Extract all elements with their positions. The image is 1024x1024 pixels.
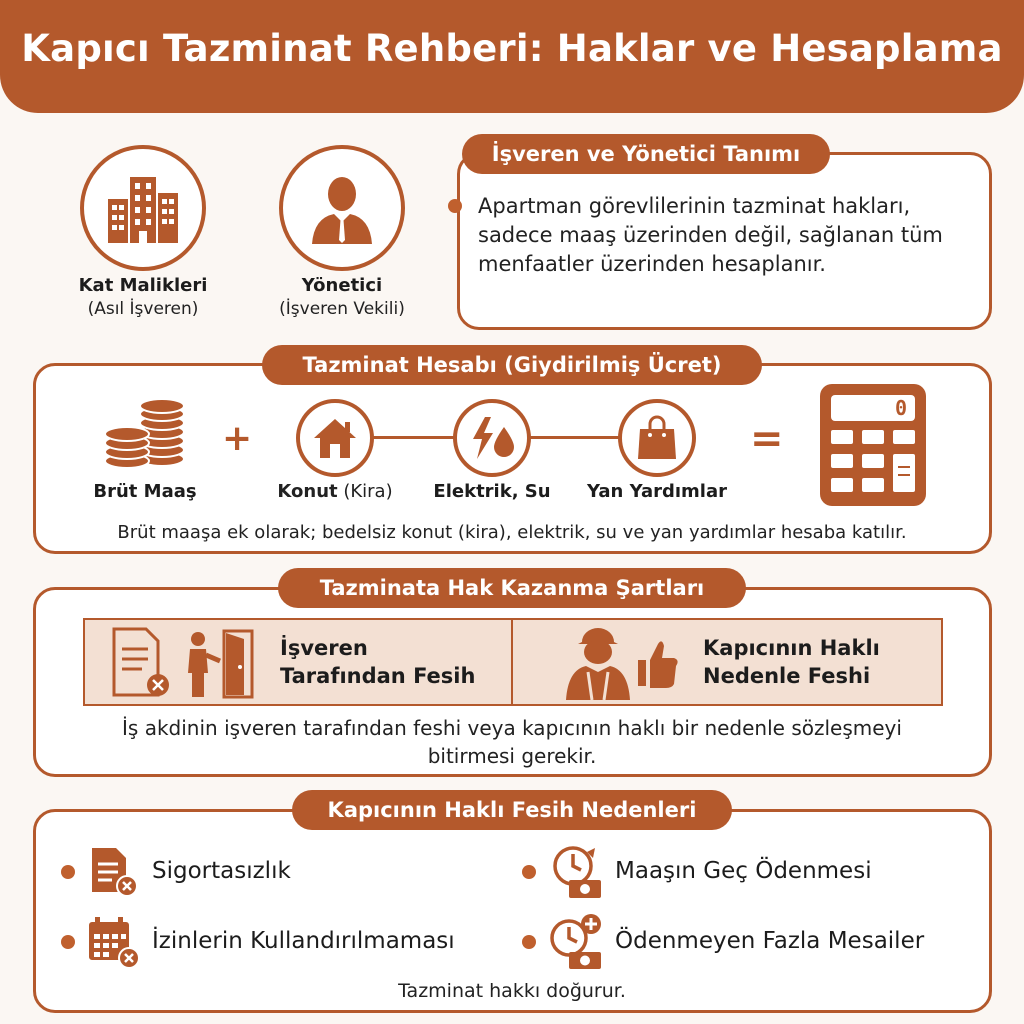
calc-item-label: Yan Yardımlar: [586, 481, 728, 502]
late-payment-icon: [547, 844, 603, 900]
bullet: [61, 935, 75, 949]
condition-line: İşveren: [280, 636, 368, 660]
calendar-x-icon: [86, 914, 142, 970]
plus-sign: +: [222, 418, 253, 459]
page-title: Kapıcı Tazminat Rehberi: Haklar ve Hesaplama: [21, 27, 1003, 70]
coins-icon: [102, 397, 188, 473]
conditions-note-line1: İş akdinin işveren tarafından feshi veya kapıcının haklı bir nedenle sözleşmeyi: [122, 716, 902, 740]
electricity-water-icon: [453, 399, 531, 477]
panel-divider: [511, 618, 513, 706]
section-pill: Tazminat Hesabı (Giydirilmiş Ücret): [262, 345, 762, 385]
role-subtitle: (İşveren Vekili): [279, 299, 405, 319]
house-icon: [296, 399, 374, 477]
reason-label: Sigortasızlık: [152, 858, 291, 884]
bullet: [522, 865, 536, 879]
manager-icon: [279, 145, 405, 271]
section-pill: Tazminata Hak Kazanma Şartları: [278, 568, 746, 608]
calc-item-label: Brüt Maaş: [93, 481, 197, 502]
calc-item-label-bold: Konut: [277, 481, 338, 502]
condition-line: Kapıcının Haklı: [703, 636, 880, 660]
worker-thumbs-up-icon: [562, 620, 682, 702]
calculator-display: 0: [831, 395, 915, 421]
shopping-bag-icon: [618, 399, 696, 477]
calculator-icon: [820, 384, 926, 506]
reason-label: Maaşın Geç Ödenmesi: [615, 858, 872, 884]
conditions-note-line2: bitirmesi gerekir.: [427, 744, 597, 768]
calc-item-label-rest: (Kira): [337, 481, 393, 502]
bullet: [522, 935, 536, 949]
reason-label: İzinlerin Kullandırılmaması: [152, 928, 455, 954]
condition-line: Tarafından Fesih: [280, 664, 476, 688]
calc-item-label: Elektrik, Su: [433, 481, 551, 502]
bullet: [448, 199, 462, 213]
calc-item-label: [255, 481, 415, 502]
buildings-icon: [80, 145, 206, 271]
bullet: [61, 865, 75, 879]
employer-description: Apartman görevlilerinin tazminat hakları, sadece maaş üzerinden değil, sağlanan tüm menfaatler üzerinden hesaplanır.: [478, 194, 943, 276]
calculation-note: Brüt maaşa ek olarak; bedelsiz konut (kira), elektrik, su ve yan yardımlar hesaba katılır.: [117, 522, 907, 543]
section-pill: Kapıcının Haklı Fesih Nedenleri: [292, 790, 732, 830]
role-title: Yönetici: [301, 275, 383, 296]
condition-line: Nedenle Feshi: [703, 664, 871, 688]
section-pill: İşveren ve Yönetici Tanımı: [462, 134, 830, 174]
equals-sign: =: [750, 416, 784, 462]
role-title: Kat Malikleri: [78, 275, 208, 296]
document-x-icon: [88, 846, 140, 898]
reasons-footer: Tazminat hakkı doğurur.: [398, 980, 626, 1002]
role-subtitle: (Asıl İşveren): [87, 299, 199, 319]
overtime-icon: [547, 912, 605, 970]
reason-label: Ödenmeyen Fazla Mesailer: [615, 928, 925, 954]
termination-icon: [108, 625, 258, 701]
